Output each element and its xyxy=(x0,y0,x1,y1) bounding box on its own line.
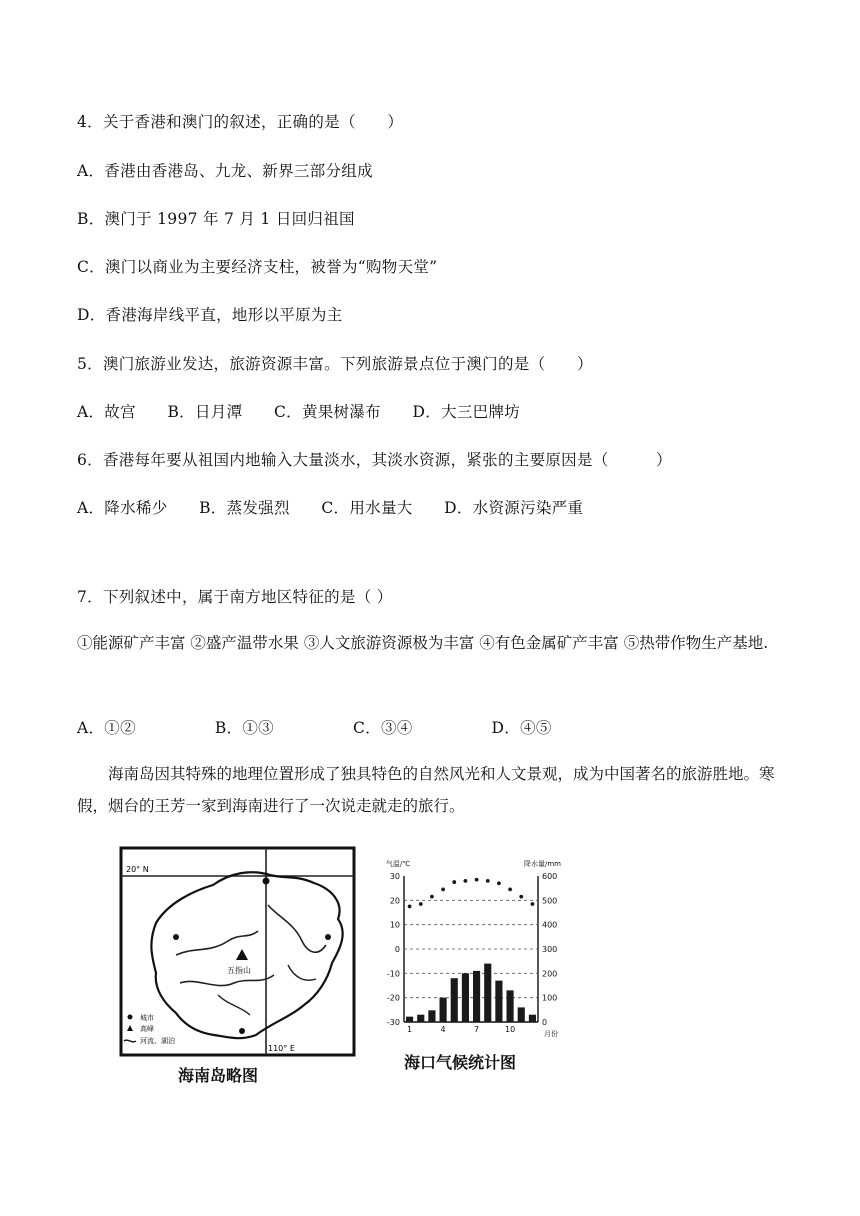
precip-bar xyxy=(406,1017,413,1022)
legend-peak: 高峰 xyxy=(140,1025,154,1033)
precip-bar xyxy=(440,998,447,1022)
left-axis-title: 气温/℃ xyxy=(386,860,411,868)
temp-point xyxy=(464,879,468,883)
legend-city: 城市 xyxy=(140,1014,154,1022)
lon-label: 110° E xyxy=(268,1044,295,1053)
haikou-climate-chart xyxy=(368,852,588,1052)
temp-point xyxy=(531,902,535,906)
temp-point xyxy=(430,895,434,899)
precip-bar xyxy=(417,1015,424,1022)
q5-stem: 5．澳门旅游业发达，旅游资源丰富。下列旅游景点位于澳门的是（ ） xyxy=(77,355,593,373)
precip-bar xyxy=(507,990,514,1022)
hainan-map xyxy=(118,845,358,1060)
lat-label: 20° N xyxy=(126,865,149,874)
x-axis-title: 月份 xyxy=(544,1030,558,1038)
left-tick-label: -10 xyxy=(386,969,400,979)
right-tick-label: 600 xyxy=(542,872,558,881)
right-axis-title: 降水量/mm xyxy=(524,860,561,868)
precip-bar xyxy=(495,981,502,1022)
legend-river: 河流、湖泊 xyxy=(140,1037,175,1045)
q4-option-a: A．香港由香港岛、九龙、新界三部分组成 xyxy=(77,162,373,180)
precip-bar xyxy=(529,1015,536,1022)
precip-bar xyxy=(451,978,458,1022)
precip-bar xyxy=(473,971,480,1022)
temp-point xyxy=(475,878,479,882)
left-tick-label: -30 xyxy=(386,1018,400,1027)
q4-stem: 4．关于香港和澳门的叙述，正确的是（ ） xyxy=(77,113,404,131)
precip-bar xyxy=(428,1010,435,1022)
temp-point xyxy=(419,902,423,906)
right-tick-label: 400 xyxy=(542,920,558,930)
x-tick-label: 1 xyxy=(407,1025,413,1034)
precip-bar xyxy=(518,1007,525,1022)
temp-point xyxy=(408,905,412,909)
left-tick-label: 30 xyxy=(389,872,400,881)
q6-options: A．降水稀少 B．蒸发强烈 C．用水量大 D．水资源污染严重 xyxy=(77,499,584,517)
right-tick-label: 200 xyxy=(542,969,558,979)
x-tick-label: 4 xyxy=(440,1025,446,1034)
x-tick-label: 7 xyxy=(474,1025,480,1034)
left-tick-label: -20 xyxy=(386,993,400,1003)
hainan-passage: 海南岛因其特殊的地理位置形成了独具特色的自然风光和人文景观，成为中国著名的旅游胜地。寒假，烟台的王芳一家到海南进行了一次说走就走的旅行。 xyxy=(77,765,775,815)
q7-options: A．①② B．①③ C．③④ D．④⑤ xyxy=(77,719,552,737)
q4-option-d: D．香港海岸线平直，地形以平原为主 xyxy=(77,306,343,324)
temp-point xyxy=(508,887,512,891)
temp-point xyxy=(486,879,490,883)
x-tick-label: 10 xyxy=(504,1025,516,1034)
precip-bar xyxy=(484,964,491,1022)
q4-option-c: C．澳门以商业为主要经济支柱，被誉为“购物天堂” xyxy=(77,258,438,276)
left-tick-label: 20 xyxy=(389,896,400,906)
right-tick-label: 0 xyxy=(542,1018,548,1027)
temp-point xyxy=(441,887,445,891)
left-tick-label: 10 xyxy=(389,920,400,930)
q5-options: A．故宫 B．日月潭 C．黄果树瀑布 D．大三巴牌坊 xyxy=(77,403,521,421)
temp-point xyxy=(497,881,501,885)
precip-bar xyxy=(462,973,469,1022)
right-tick-label: 300 xyxy=(542,945,558,954)
q6-stem: 6．香港每年要从祖国内地输入大量淡水，其淡水资源，紧张的主要原因是（ ） xyxy=(77,451,672,469)
left-tick-label: 0 xyxy=(394,945,400,954)
map-caption: 海南岛略图 xyxy=(178,1066,259,1085)
mountain-label: 五指山 xyxy=(227,966,251,975)
q7-body: ①能源矿产丰富 ②盛产温带水果 ③人文旅游资源极为丰富 ④有色金属矿产丰富 ⑤热带作物生产基地. xyxy=(77,634,769,652)
right-tick-label: 100 xyxy=(542,993,558,1003)
q7-stem: 7．下列叙述中，属于南方地区特征的是（ ） xyxy=(77,588,393,606)
temp-point xyxy=(452,880,456,884)
chart-caption: 海口气候统计图 xyxy=(404,1053,517,1072)
temp-point xyxy=(519,895,523,899)
q4-option-b: B．澳门于 1997 年 7 月 1 日回归祖国 xyxy=(77,210,355,228)
right-tick-label: 500 xyxy=(542,896,558,906)
